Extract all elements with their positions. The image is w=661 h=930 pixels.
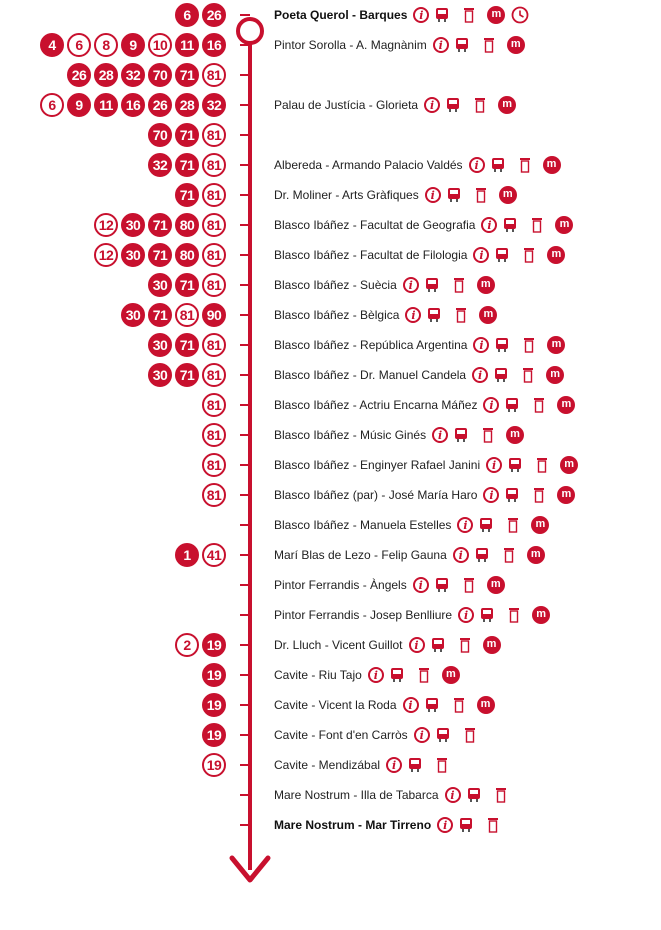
line-badge[interactable]: 81 xyxy=(202,183,226,207)
line-badge[interactable]: 70 xyxy=(148,63,172,87)
stop-row xyxy=(0,540,661,570)
line-badge[interactable]: 19 xyxy=(202,693,226,717)
line-badge[interactable]: 70 xyxy=(148,123,172,147)
bus-stop-icon xyxy=(480,607,494,623)
bus-stop-icon xyxy=(459,817,473,833)
bin-icon xyxy=(523,247,535,263)
stop-name[interactable]: Blasco Ibáñez - Actriu Encarna Máñez xyxy=(274,398,478,412)
stop-lines xyxy=(145,273,226,299)
stop-tick xyxy=(240,824,250,826)
line-badge[interactable]: 28 xyxy=(94,63,118,87)
info-icon[interactable]: i xyxy=(424,97,440,113)
info-icon[interactable]: i xyxy=(386,757,402,773)
stop-tick xyxy=(240,164,250,166)
stop-info xyxy=(274,515,549,535)
stop-lines xyxy=(199,663,226,689)
stop-row xyxy=(0,150,661,180)
line-badge[interactable]: 81 xyxy=(202,333,226,357)
stop-row xyxy=(0,360,661,390)
stop-info xyxy=(274,605,550,625)
bus-stop-icon xyxy=(467,787,481,803)
stop-info xyxy=(274,185,517,205)
bus-stop-icon xyxy=(455,37,469,53)
line-badge[interactable]: 32 xyxy=(202,93,226,117)
bin-icon xyxy=(455,307,467,323)
bus-stop-icon xyxy=(505,487,519,503)
stop-name[interactable]: Cavite - Vicent la Roda xyxy=(274,698,397,712)
stop-lines xyxy=(199,423,226,449)
stop-tick xyxy=(240,134,250,136)
stop-row xyxy=(0,630,661,660)
stop-row xyxy=(0,510,661,540)
bin-icon xyxy=(464,727,476,743)
line-badge[interactable]: 19 xyxy=(202,723,226,747)
line-badge[interactable]: 16 xyxy=(121,93,145,117)
info-icon[interactable]: i xyxy=(473,337,489,353)
stop-tick xyxy=(240,764,250,766)
line-badge[interactable]: 81 xyxy=(175,303,199,327)
stop-row xyxy=(0,450,661,480)
stop-lines xyxy=(145,363,226,389)
stop-tick xyxy=(240,584,250,586)
metro-icon: m xyxy=(499,186,517,204)
line-badge[interactable]: 1 xyxy=(175,543,199,567)
bus-stop-icon xyxy=(436,727,450,743)
line-badge[interactable]: 6 xyxy=(175,3,199,27)
bus-stop-icon xyxy=(435,7,449,23)
metro-icon: m xyxy=(557,486,575,504)
line-badge[interactable]: 81 xyxy=(202,453,226,477)
stop-name[interactable]: Blasco Ibáñez - Suècia xyxy=(274,278,397,292)
line-badge[interactable]: 80 xyxy=(175,243,199,267)
metro-icon: m xyxy=(442,666,460,684)
line-badge[interactable]: 30 xyxy=(148,363,172,387)
info-icon[interactable]: i xyxy=(472,367,488,383)
stop-info xyxy=(274,575,505,595)
stop-info xyxy=(274,365,564,385)
line-badge[interactable]: 81 xyxy=(202,213,226,237)
stop-info xyxy=(274,395,575,415)
line-badge[interactable]: 12 xyxy=(94,213,118,237)
metro-icon: m xyxy=(543,156,561,174)
bin-icon xyxy=(474,97,486,113)
metro-icon: m xyxy=(557,396,575,414)
stop-lines xyxy=(145,123,226,149)
bin-icon xyxy=(463,7,475,23)
bin-icon xyxy=(482,427,494,443)
stop-lines xyxy=(199,723,226,749)
bin-icon xyxy=(436,757,448,773)
stop-info xyxy=(274,545,545,565)
stop-tick xyxy=(240,554,250,556)
line-badge[interactable]: 81 xyxy=(202,483,226,507)
metro-icon: m xyxy=(507,36,525,54)
line-badge[interactable]: 71 xyxy=(175,183,199,207)
stop-info xyxy=(274,335,565,355)
bus-stop-icon xyxy=(505,397,519,413)
bin-icon xyxy=(495,787,507,803)
stop-lines xyxy=(199,693,226,719)
info-icon[interactable]: i xyxy=(403,697,419,713)
line-badge[interactable]: 81 xyxy=(202,243,226,267)
stop-lines xyxy=(172,543,226,569)
bin-icon xyxy=(483,37,495,53)
bus-stop-icon xyxy=(431,637,445,653)
bin-icon xyxy=(522,367,534,383)
line-badge[interactable]: 9 xyxy=(121,33,145,57)
line-badge[interactable]: 32 xyxy=(121,63,145,87)
line-badge[interactable]: 71 xyxy=(148,303,172,327)
stop-lines xyxy=(91,213,226,239)
metro-icon: m xyxy=(498,96,516,114)
metro-icon: m xyxy=(555,216,573,234)
stop-lines xyxy=(199,393,226,419)
stop-row xyxy=(0,600,661,630)
bin-icon xyxy=(475,187,487,203)
info-icon[interactable]: i xyxy=(486,457,502,473)
stop-tick xyxy=(240,644,250,646)
stop-tick xyxy=(240,254,250,256)
stop-name[interactable]: Pintor Ferrandis - Josep Benlliure xyxy=(274,608,453,622)
line-badge[interactable]: 30 xyxy=(148,273,172,297)
stop-tick xyxy=(240,494,250,496)
info-icon[interactable]: i xyxy=(414,727,430,743)
stop-name[interactable]: Cavite - Riu Tajo xyxy=(274,668,362,682)
stop-info xyxy=(274,275,495,295)
info-icon[interactable]: i xyxy=(409,637,425,653)
metro-icon: m xyxy=(531,516,549,534)
line-badge[interactable]: 6 xyxy=(67,33,91,57)
stop-row xyxy=(0,390,661,420)
bin-icon xyxy=(453,277,465,293)
info-icon[interactable]: i xyxy=(437,817,453,833)
bus-stop-icon xyxy=(454,427,468,443)
stop-info xyxy=(274,305,497,325)
bin-icon xyxy=(536,457,548,473)
line-badge[interactable]: 71 xyxy=(175,123,199,147)
info-icon[interactable]: i xyxy=(405,307,421,323)
info-icon[interactable]: i xyxy=(432,427,448,443)
stop-lines xyxy=(64,63,226,89)
metro-icon: m xyxy=(547,336,565,354)
stop-row xyxy=(0,810,661,840)
info-icon[interactable]: i xyxy=(368,667,384,683)
line-badge[interactable]: 19 xyxy=(202,633,226,657)
line-badge[interactable]: 32 xyxy=(148,153,172,177)
line-badge[interactable]: 12 xyxy=(94,243,118,267)
line-badge[interactable]: 81 xyxy=(202,363,226,387)
stop-info xyxy=(274,215,573,235)
stop-tick xyxy=(240,314,250,316)
stop-info xyxy=(274,485,575,505)
stop-lines xyxy=(199,453,226,479)
stop-row xyxy=(0,720,661,750)
stop-info xyxy=(274,725,476,745)
metro-icon: m xyxy=(527,546,545,564)
line-badge[interactable]: 30 xyxy=(148,333,172,357)
bin-icon xyxy=(531,217,543,233)
bus-stop-icon xyxy=(447,187,461,203)
bin-icon xyxy=(508,607,520,623)
bin-icon xyxy=(523,337,535,353)
stop-info xyxy=(274,665,460,685)
line-badge[interactable]: 71 xyxy=(175,273,199,297)
line-badge[interactable]: 9 xyxy=(67,93,91,117)
stop-row xyxy=(0,330,661,360)
stop-name[interactable]: Blasco Ibáñez - Manuela Estelles xyxy=(274,518,452,532)
stop-tick xyxy=(240,74,250,76)
stop-info xyxy=(274,5,529,25)
bus-stop-icon xyxy=(408,757,422,773)
stop-info xyxy=(274,425,524,445)
info-icon[interactable]: i xyxy=(483,487,499,503)
stop-tick xyxy=(240,464,250,466)
bin-icon xyxy=(507,517,519,533)
stop-row xyxy=(0,30,661,60)
bus-stop-icon xyxy=(503,217,517,233)
bus-stop-icon xyxy=(475,547,489,563)
bin-icon xyxy=(453,697,465,713)
line-badge[interactable]: 11 xyxy=(175,33,199,57)
info-icon[interactable]: i xyxy=(473,247,489,263)
bin-icon xyxy=(463,577,475,593)
metro-icon: m xyxy=(477,276,495,294)
line-badge[interactable]: 30 xyxy=(121,303,145,327)
stop-row xyxy=(0,750,661,780)
line-badge[interactable]: 19 xyxy=(202,753,226,777)
line-badge[interactable]: 6 xyxy=(40,93,64,117)
stop-info xyxy=(274,695,495,715)
stop-tick xyxy=(240,734,250,736)
stop-tick xyxy=(240,794,250,796)
info-icon[interactable]: i xyxy=(483,397,499,413)
metro-icon: m xyxy=(560,456,578,474)
stop-name[interactable]: Blasco Ibáñez - Facultat de Geografia xyxy=(274,218,476,232)
stop-tick xyxy=(240,224,250,226)
info-icon[interactable]: i xyxy=(458,607,474,623)
stop-info xyxy=(274,155,561,175)
info-icon[interactable]: i xyxy=(413,577,429,593)
stop-row xyxy=(0,690,661,720)
line-badge[interactable]: 71 xyxy=(148,243,172,267)
line-badge[interactable]: 71 xyxy=(175,333,199,357)
bin-icon xyxy=(418,667,430,683)
metro-icon: m xyxy=(487,6,505,24)
stop-row xyxy=(0,0,661,30)
bus-stop-icon xyxy=(495,337,509,353)
line-badge[interactable]: 30 xyxy=(121,243,145,267)
stop-name[interactable]: Cavite - Mendizábal xyxy=(274,758,381,772)
line-badge[interactable]: 26 xyxy=(202,3,226,27)
bus-stop-icon xyxy=(427,307,441,323)
line-badge[interactable]: 81 xyxy=(202,393,226,417)
stop-name[interactable]: Marí Blas de Lezo - Felip Gauna xyxy=(274,548,447,562)
bin-icon xyxy=(533,487,545,503)
stop-lines xyxy=(37,93,226,119)
stop-tick xyxy=(240,524,250,526)
stop-name[interactable]: Blasco Ibáñez - Enginyer Rafael Janini xyxy=(274,458,481,472)
bus-stop-icon xyxy=(491,157,505,173)
line-badge[interactable]: 11 xyxy=(94,93,118,117)
bus-stop-icon xyxy=(446,97,460,113)
bus-stop-icon xyxy=(508,457,522,473)
stop-info xyxy=(274,815,499,835)
stop-row xyxy=(0,120,661,150)
line-badge[interactable]: 19 xyxy=(202,663,226,687)
bin-icon xyxy=(459,637,471,653)
stop-info xyxy=(274,245,565,265)
line-badge[interactable]: 81 xyxy=(202,153,226,177)
route-end-arrow xyxy=(228,846,272,886)
bus-stop-icon xyxy=(390,667,404,683)
info-icon[interactable]: i xyxy=(403,277,419,293)
metro-icon: m xyxy=(547,246,565,264)
line-badge[interactable]: 90 xyxy=(202,303,226,327)
line-badge[interactable]: 80 xyxy=(175,213,199,237)
line-badge[interactable]: 41 xyxy=(202,543,226,567)
stop-lines xyxy=(91,243,226,269)
stop-row xyxy=(0,780,661,810)
stop-info xyxy=(274,635,501,655)
line-badge[interactable]: 16 xyxy=(202,33,226,57)
stop-row xyxy=(0,570,661,600)
stop-info xyxy=(274,95,516,115)
bin-icon xyxy=(487,817,499,833)
stop-tick xyxy=(240,404,250,406)
stop-name[interactable]: Mare Nostrum - Mar Tirreno xyxy=(274,818,432,832)
stop-row xyxy=(0,480,661,510)
metro-icon: m xyxy=(479,306,497,324)
metro-icon: m xyxy=(506,426,524,444)
info-icon[interactable]: i xyxy=(425,187,441,203)
stop-tick xyxy=(240,194,250,196)
stop-tick xyxy=(240,674,250,676)
line-badge[interactable]: 81 xyxy=(202,123,226,147)
stop-lines xyxy=(118,303,226,329)
stop-name[interactable]: Poeta Querol - Barques xyxy=(274,8,408,22)
line-badge[interactable]: 30 xyxy=(121,213,145,237)
stop-name[interactable]: Pintor Ferrandis - Àngels xyxy=(274,578,407,592)
metro-icon: m xyxy=(483,636,501,654)
stop-lines xyxy=(172,3,226,29)
stop-name[interactable]: Blasco Ibáñez - Dr. Manuel Candela xyxy=(274,368,467,382)
stop-row xyxy=(0,240,661,270)
stop-tick xyxy=(240,434,250,436)
info-icon[interactable]: i xyxy=(433,37,449,53)
bus-stop-icon xyxy=(494,367,508,383)
stop-name[interactable]: Dr. Moliner - Arts Gràfiques xyxy=(274,188,419,202)
bin-icon xyxy=(519,157,531,173)
stop-info xyxy=(274,455,578,475)
stop-lines xyxy=(199,483,226,509)
stop-name[interactable]: Palau de Justícia - Glorieta xyxy=(274,98,419,112)
line-badge[interactable]: 71 xyxy=(148,213,172,237)
line-badge[interactable]: 26 xyxy=(67,63,91,87)
clock-icon xyxy=(511,6,529,24)
stop-row xyxy=(0,270,661,300)
stop-name[interactable]: Cavite - Font d'en Carròs xyxy=(274,728,408,742)
stop-tick xyxy=(240,614,250,616)
stop-lines xyxy=(172,633,226,659)
stop-info xyxy=(274,35,525,55)
info-icon[interactable]: i xyxy=(469,157,485,173)
bus-stop-icon xyxy=(495,247,509,263)
line-badge[interactable]: 81 xyxy=(202,273,226,297)
line-badge[interactable]: 81 xyxy=(202,423,226,447)
stop-name[interactable]: Mare Nostrum - Illa de Tabarca xyxy=(274,788,439,802)
stop-name[interactable]: Blasco Ibáñez - República Argentina xyxy=(274,338,468,352)
stop-row xyxy=(0,210,661,240)
stop-info xyxy=(274,755,448,775)
stop-lines xyxy=(37,33,226,59)
stop-lines xyxy=(199,753,226,779)
line-badge[interactable]: 71 xyxy=(175,363,199,387)
stop-lines xyxy=(172,183,226,209)
metro-icon: m xyxy=(487,576,505,594)
stop-name[interactable]: Blasco Ibáñez - Músic Ginés xyxy=(274,428,427,442)
bus-stop-icon xyxy=(425,697,439,713)
info-icon[interactable]: i xyxy=(453,547,469,563)
line-badge[interactable]: 10 xyxy=(148,33,172,57)
stop-name[interactable]: Dr. Lluch - Vicent Guillot xyxy=(274,638,403,652)
stop-row xyxy=(0,420,661,450)
line-badge[interactable]: 71 xyxy=(175,153,199,177)
line-badge[interactable]: 28 xyxy=(175,93,199,117)
stop-lines xyxy=(145,333,226,359)
line-badge[interactable]: 26 xyxy=(148,93,172,117)
info-icon[interactable]: i xyxy=(413,7,429,23)
stop-tick xyxy=(240,104,250,106)
stop-name[interactable]: Blasco Ibáñez - Facultat de Filologia xyxy=(274,248,468,262)
stop-row xyxy=(0,660,661,690)
bus-stop-icon xyxy=(479,517,493,533)
stop-row xyxy=(0,300,661,330)
line-badge[interactable]: 71 xyxy=(175,63,199,87)
info-icon[interactable]: i xyxy=(457,517,473,533)
bus-stop-icon xyxy=(425,277,439,293)
stop-tick xyxy=(240,704,250,706)
metro-icon: m xyxy=(477,696,495,714)
stop-name[interactable]: Blasco Ibáñez (par) - José María Haro xyxy=(274,488,478,502)
stop-row xyxy=(0,90,661,120)
line-badge[interactable]: 81 xyxy=(202,63,226,87)
metro-icon: m xyxy=(546,366,564,384)
stop-tick xyxy=(240,284,250,286)
stop-row xyxy=(0,180,661,210)
line-badge[interactable]: 4 xyxy=(40,33,64,57)
info-icon[interactable]: i xyxy=(445,787,461,803)
stop-name[interactable]: Blasco Ibáñez - Bèlgica xyxy=(274,308,400,322)
stop-name[interactable]: Albereda - Armando Palacio Valdés xyxy=(274,158,463,172)
stop-lines xyxy=(145,153,226,179)
bus-stop-icon xyxy=(435,577,449,593)
stop-name[interactable]: Pintor Sorolla - A. Magnànim xyxy=(274,38,427,52)
line-badge[interactable]: 8 xyxy=(94,33,118,57)
stop-tick xyxy=(240,374,250,376)
metro-icon: m xyxy=(532,606,550,624)
stop-tick xyxy=(240,44,250,46)
info-icon[interactable]: i xyxy=(481,217,497,233)
stop-row xyxy=(0,60,661,90)
bin-icon xyxy=(503,547,515,563)
stop-tick xyxy=(240,14,250,16)
stop-info xyxy=(274,785,507,805)
stop-tick xyxy=(240,344,250,346)
bin-icon xyxy=(533,397,545,413)
line-badge[interactable]: 2 xyxy=(175,633,199,657)
